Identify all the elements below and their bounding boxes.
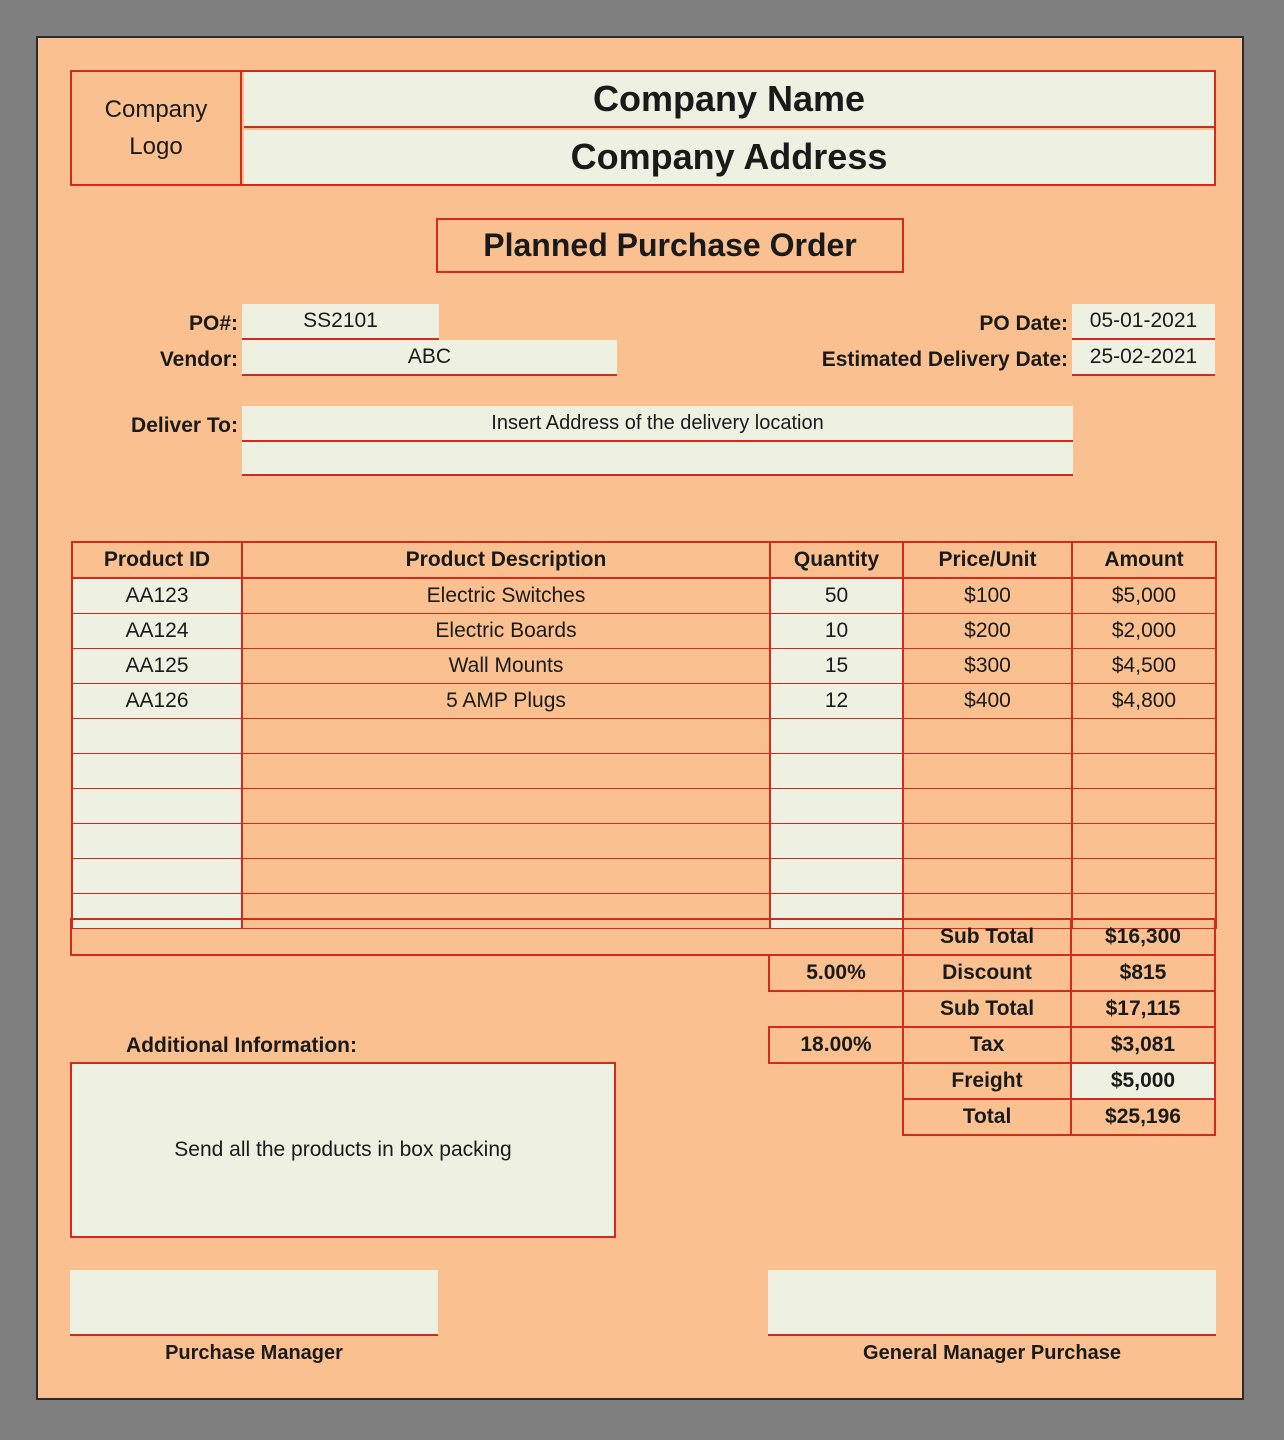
discount-rate[interactable]: 5.00% bbox=[768, 954, 904, 992]
cell-price[interactable]: $100 bbox=[903, 578, 1072, 614]
cell-amount[interactable] bbox=[1072, 719, 1216, 754]
delivery-date-field[interactable]: 25-02-2021 bbox=[1072, 340, 1215, 376]
cell-quantity[interactable] bbox=[770, 789, 903, 824]
table-row bbox=[72, 754, 1216, 789]
cell-amount[interactable] bbox=[1072, 824, 1216, 859]
cell-description[interactable]: 5 AMP Plugs bbox=[242, 684, 770, 719]
cell-product-id[interactable] bbox=[72, 789, 242, 824]
logo-line-1: Company bbox=[104, 96, 208, 123]
table-row bbox=[72, 824, 1216, 859]
po-date-field[interactable]: 05-01-2021 bbox=[1072, 304, 1215, 340]
general-manager-label: General Manager Purchase bbox=[863, 1341, 1121, 1364]
cell-product-id[interactable] bbox=[72, 719, 242, 754]
cell-amount[interactable] bbox=[1072, 859, 1216, 894]
column-header-amount: Amount bbox=[1072, 542, 1216, 578]
cell-product-id[interactable] bbox=[72, 754, 242, 789]
company-logo-placeholder bbox=[72, 72, 242, 184]
delivery-date-label: Estimated Delivery Date: bbox=[821, 348, 1068, 371]
cell-quantity[interactable]: 50 bbox=[770, 578, 903, 614]
total-label: Total bbox=[902, 1098, 1072, 1136]
deliver-to-field-line-2[interactable] bbox=[242, 442, 1073, 476]
cell-amount[interactable]: $4,800 bbox=[1072, 684, 1216, 719]
header-block bbox=[70, 70, 1216, 186]
page-title: Planned Purchase Order bbox=[436, 218, 904, 273]
cell-price[interactable] bbox=[903, 824, 1072, 859]
cell-price[interactable]: $400 bbox=[903, 684, 1072, 719]
cell-description[interactable]: Electric Boards bbox=[242, 614, 770, 649]
cell-product-id[interactable]: AA124 bbox=[72, 614, 242, 649]
po-number-label: PO#: bbox=[188, 312, 238, 335]
cell-quantity[interactable] bbox=[770, 824, 903, 859]
cell-quantity[interactable]: 12 bbox=[770, 684, 903, 719]
purchase-manager-label: Purchase Manager bbox=[165, 1341, 343, 1364]
cell-product-id[interactable]: AA123 bbox=[72, 578, 242, 614]
additional-info-label: Additional Information: bbox=[126, 1034, 357, 1057]
company-address[interactable]: Company Address bbox=[244, 130, 1214, 184]
purchase-order-sheet bbox=[36, 36, 1244, 1400]
cell-product-id[interactable] bbox=[72, 859, 242, 894]
table-row bbox=[72, 614, 1216, 649]
total-value[interactable]: $25,196 bbox=[1070, 1098, 1216, 1136]
table-row bbox=[72, 578, 1216, 614]
cell-description[interactable] bbox=[242, 719, 770, 754]
additional-info-box[interactable]: Send all the products in box packing bbox=[70, 1062, 616, 1238]
purchase-manager-signature-box[interactable] bbox=[70, 1270, 438, 1336]
cell-quantity[interactable]: 10 bbox=[770, 614, 903, 649]
table-row bbox=[72, 649, 1216, 684]
cell-description[interactable] bbox=[242, 859, 770, 894]
tax-rate[interactable]: 18.00% bbox=[768, 1026, 904, 1064]
table-row bbox=[72, 789, 1216, 824]
column-header-price: Price/Unit bbox=[903, 542, 1072, 578]
tax-value[interactable]: $3,081 bbox=[1070, 1026, 1216, 1064]
table-row bbox=[72, 719, 1216, 754]
cell-amount[interactable]: $4,500 bbox=[1072, 649, 1216, 684]
items-table bbox=[71, 541, 1217, 929]
subtotal-label: Sub Total bbox=[902, 918, 1072, 956]
cell-description[interactable] bbox=[242, 824, 770, 859]
company-name[interactable]: Company Name bbox=[244, 72, 1214, 128]
discount-value[interactable]: $815 bbox=[1070, 954, 1216, 992]
subtotal-after-discount-value[interactable]: $17,115 bbox=[1070, 990, 1216, 1028]
deliver-to-label: Deliver To: bbox=[131, 414, 238, 437]
cell-price[interactable] bbox=[903, 859, 1072, 894]
cell-product-id[interactable]: AA126 bbox=[72, 684, 242, 719]
vendor-label: Vendor: bbox=[159, 348, 238, 371]
po-number-field[interactable]: SS2101 bbox=[242, 304, 439, 340]
blank-band bbox=[70, 918, 904, 956]
table-row bbox=[72, 684, 1216, 719]
subtotal-value[interactable]: $16,300 bbox=[1070, 918, 1216, 956]
cell-description[interactable] bbox=[242, 754, 770, 789]
cell-quantity[interactable] bbox=[770, 754, 903, 789]
logo-line-2: Logo bbox=[129, 133, 183, 160]
vendor-field[interactable]: ABC bbox=[242, 340, 617, 376]
table-header-row bbox=[72, 542, 1216, 578]
cell-quantity[interactable]: 15 bbox=[770, 649, 903, 684]
cell-amount[interactable] bbox=[1072, 789, 1216, 824]
cell-price[interactable] bbox=[903, 754, 1072, 789]
cell-amount[interactable] bbox=[1072, 754, 1216, 789]
freight-label: Freight bbox=[902, 1062, 1072, 1100]
cell-quantity[interactable] bbox=[770, 859, 903, 894]
cell-description[interactable]: Electric Switches bbox=[242, 578, 770, 614]
table-row bbox=[72, 859, 1216, 894]
column-header-quantity: Quantity bbox=[770, 542, 903, 578]
cell-description[interactable]: Wall Mounts bbox=[242, 649, 770, 684]
cell-product-id[interactable] bbox=[72, 824, 242, 859]
cell-price[interactable] bbox=[903, 719, 1072, 754]
subtotal-after-discount-label: Sub Total bbox=[902, 990, 1072, 1028]
column-header-product-id: Product ID bbox=[72, 542, 242, 578]
cell-amount[interactable]: $5,000 bbox=[1072, 578, 1216, 614]
cell-price[interactable] bbox=[903, 789, 1072, 824]
cell-amount[interactable]: $2,000 bbox=[1072, 614, 1216, 649]
tax-label: Tax bbox=[902, 1026, 1072, 1064]
freight-value[interactable]: $5,000 bbox=[1070, 1062, 1216, 1100]
general-manager-signature-box[interactable] bbox=[768, 1270, 1216, 1336]
column-header-description: Product Description bbox=[242, 542, 770, 578]
cell-description[interactable] bbox=[242, 789, 770, 824]
cell-product-id[interactable]: AA125 bbox=[72, 649, 242, 684]
cell-quantity[interactable] bbox=[770, 719, 903, 754]
cell-price[interactable]: $300 bbox=[903, 649, 1072, 684]
discount-label: Discount bbox=[902, 954, 1072, 992]
po-date-label: PO Date: bbox=[979, 312, 1068, 335]
deliver-to-field-line-1[interactable]: Insert Address of the delivery location bbox=[242, 406, 1073, 442]
cell-price[interactable]: $200 bbox=[903, 614, 1072, 649]
